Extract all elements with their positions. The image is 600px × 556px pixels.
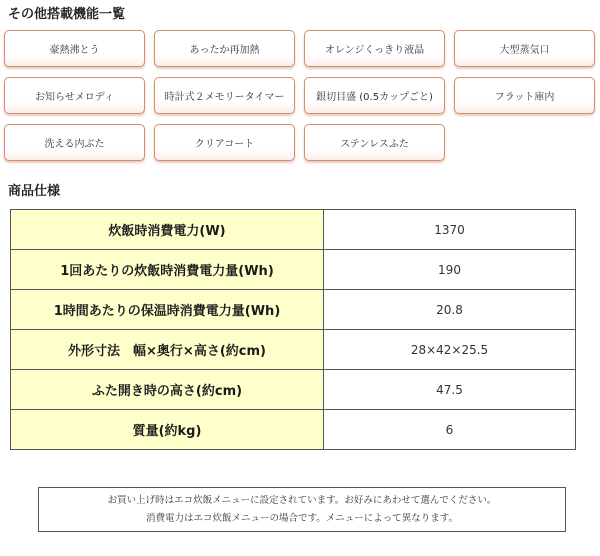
feature-button[interactable]: 洗える内ぶた [4, 124, 145, 161]
table-row [11, 330, 576, 370]
spec-label: 1時間あたりの保温時消費電力量(Wh) [11, 290, 324, 330]
spec-label: ふた開き時の高さ(約cm) [11, 370, 324, 410]
table-row [11, 210, 576, 250]
notes-box [38, 487, 566, 532]
feature-button[interactable]: お知らせメロディ [4, 77, 145, 114]
feature-button[interactable]: フラット庫内 [454, 77, 595, 114]
feature-button[interactable]: 豪熱沸とう [4, 30, 145, 67]
spec-value: 1370 [324, 210, 576, 250]
feature-button[interactable]: 銀切目盛 (0.5カップごと) [304, 77, 445, 114]
note-line: 消費電力はエコ炊飯メニューの場合です。メニューによって異なります。 [146, 512, 458, 524]
spec-value: 47.5 [324, 370, 576, 410]
table-row [11, 290, 576, 330]
feature-button[interactable]: クリアコート [154, 124, 295, 161]
spec-label: 炊飯時消費電力(W) [11, 210, 324, 250]
spec-section-title: 商品仕様 [8, 184, 61, 199]
spec-value: 6 [324, 410, 576, 450]
feature-button-grid [4, 30, 596, 161]
spec-label: 外形寸法 幅×奥行×高さ(約cm) [11, 330, 324, 370]
spec-value: 20.8 [324, 290, 576, 330]
spec-value: 28×42×25.5 [324, 330, 576, 370]
feature-button[interactable]: ステンレスふた [304, 124, 445, 161]
feature-button[interactable]: 大型蒸気口 [454, 30, 595, 67]
feature-button[interactable]: 時計式２メモリータイマー [154, 77, 295, 114]
spec-label: 質量(約kg) [11, 410, 324, 450]
feature-button[interactable]: あったか再加熱 [154, 30, 295, 67]
spec-table [10, 209, 576, 450]
feature-button[interactable]: オレンジくっきり液晶 [304, 30, 445, 67]
table-row [11, 370, 576, 410]
note-line: お買い上げ時はエコ炊飯メニューに設定されています。お好みにあわせて選んでください。 [107, 494, 497, 506]
table-row [11, 410, 576, 450]
spec-value: 190 [324, 250, 576, 290]
table-row [11, 250, 576, 290]
features-section-title: その他搭載機能一覧 [8, 7, 126, 22]
spec-label: 1回あたりの炊飯時消費電力量(Wh) [11, 250, 324, 290]
